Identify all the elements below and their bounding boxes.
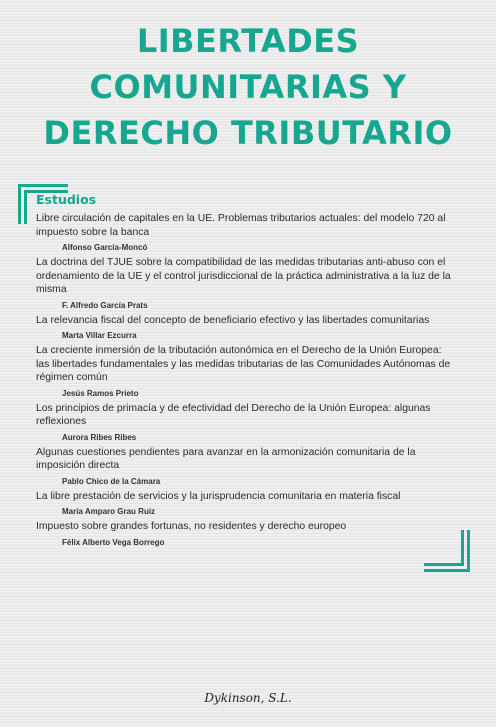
contents-entry (36, 212, 456, 253)
entry-author: Marta Villar Ezcurra (62, 331, 137, 340)
entry-author: Jesús Ramos Prieto (62, 388, 139, 398)
entry-author: Félix Alberto Vega Borrego (62, 537, 165, 547)
entry-author: Aurora Ribes Ribes (62, 432, 137, 442)
entry-title: Libre circulación de capitales en la UE. Problemas tributarios actuales: del modelo 720 al impuesto sobre la banca (36, 213, 446, 238)
contents-entry (36, 490, 456, 518)
contents-entry (36, 344, 456, 399)
contents-entry (36, 446, 456, 487)
publisher-logo: Dykinson, S.L. (204, 691, 292, 705)
entry-title: La relevancia fiscal del concepto de beneficiario efectivo y las libertades comunitarias (36, 314, 430, 326)
contents-entry (36, 520, 456, 548)
entry-author: Pablo Chico de la Cámara (62, 476, 161, 486)
section-label: Estudios (36, 192, 97, 207)
contents-entry (36, 314, 456, 342)
entry-title: La creciente inmersión de la tributación autonómica en el Derecho de la Unión Europea: las libertades fundamentales y las medidas tributarias de las Comunidades Autónomas de régimen común (36, 345, 451, 383)
book-title (0, 18, 496, 156)
contents-entry (36, 402, 456, 443)
entry-title: Impuesto sobre grandes fortunas, no residentes y derecho europeo (36, 521, 347, 532)
contents-entry (36, 256, 456, 311)
entry-title: La libre prestación de servicios y la jurisprudencia comunitaria en materia fiscal (36, 490, 401, 502)
title-line-1: LIBERTADES (136, 22, 360, 60)
entry-title: Los principios de primacía y de efectividad del Derecho de la Unión Europea: algunas reflexiones (36, 402, 431, 427)
contents-list (36, 212, 456, 551)
corner-bracket-bottom-right (424, 530, 470, 572)
entry-author: F. Alfredo García Prats (62, 300, 148, 310)
entry-title: La doctrina del TJUE sobre la compatibilidad de las medidas tributarias anti-abuso con el ordenamiento de la UE y el control jurisdiccional de la práctica administrativa a la luz de la misma (36, 257, 451, 295)
title-line-2: COMUNITARIAS Y (89, 68, 407, 106)
title-line-3: DERECHO TRIBUTARIO (43, 114, 453, 152)
entry-author: Alfonso García-Moncó (62, 243, 148, 252)
entry-author: María Amparo Grau Ruiz (62, 507, 156, 516)
entry-title: Algunas cuestiones pendientes para avanzar en la armonización comunitaria de la imposición directa (36, 446, 416, 471)
